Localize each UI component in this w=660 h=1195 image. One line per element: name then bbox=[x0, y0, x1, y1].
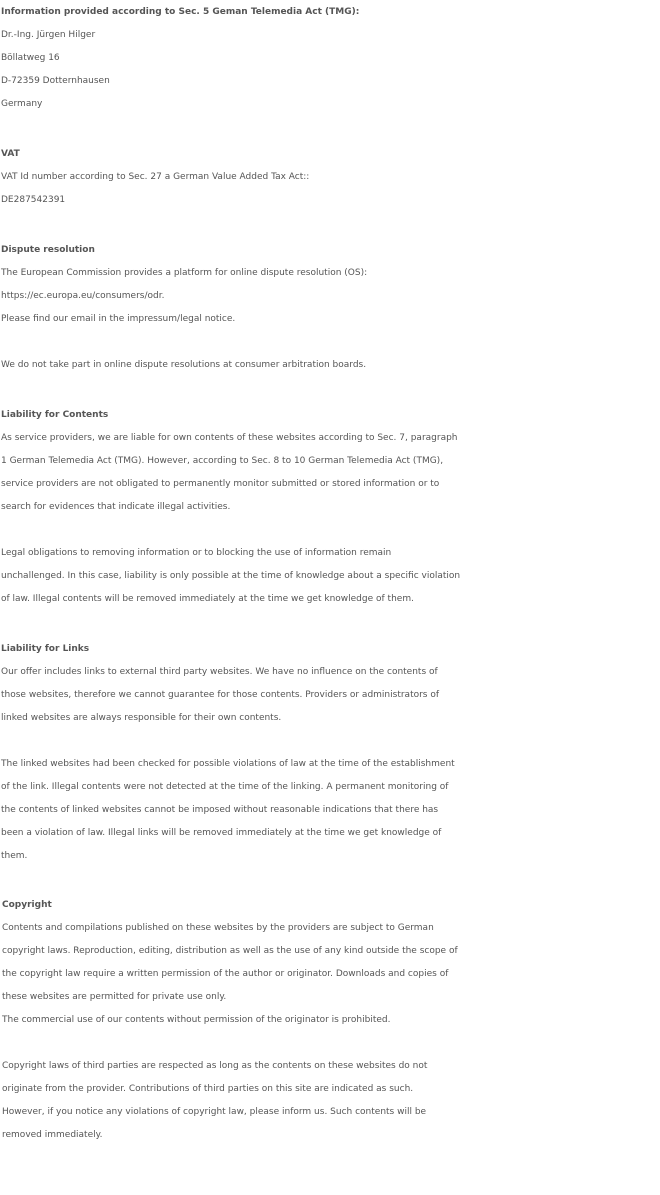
text-line: Please find our email in the impressum/legal notice. bbox=[1, 314, 236, 324]
text-line: The commercial use of our contents without permission of the originator is prohibited. bbox=[2, 1015, 391, 1025]
paragraph-gap bbox=[1, 519, 659, 542]
text-line: copyright laws. Reproduction, editing, distribution as well as the use of any kind outside the scope of bbox=[2, 946, 458, 956]
text-line: been a violation of law. Illegal links will be removed immediately at the time we get knowledge of bbox=[1, 828, 442, 838]
address-line: Dr.-Ing. Jürgen Hilger bbox=[1, 30, 96, 40]
section-copyright bbox=[2, 894, 660, 1147]
text-line: these websites are permitted for private use only. bbox=[2, 992, 227, 1002]
section-heading: Dispute resolution bbox=[1, 245, 95, 255]
address-line: D-72359 Dotternhausen bbox=[1, 76, 110, 86]
address-line: Germany bbox=[1, 99, 43, 109]
paragraph-gap bbox=[1, 331, 659, 354]
section-heading: Information provided according to Sec. 5 Geman Telemedia Act (TMG): bbox=[1, 7, 360, 17]
text-line: As service providers, we are liable for own contents of these websites according to Sec. 7, paragraph bbox=[1, 433, 458, 443]
text-line: The linked websites had been checked for possible violations of law at the time of the establishment bbox=[1, 759, 455, 769]
text-line: the copyright law require a written permission of the author or originator. Downloads and copies of bbox=[2, 969, 449, 979]
text-line: search for evidences that indicate illegal activities. bbox=[1, 502, 231, 512]
section-dispute bbox=[1, 239, 659, 377]
section-liability-links bbox=[1, 638, 659, 868]
section-heading: Liability for Contents bbox=[1, 410, 109, 420]
section-liability-contents bbox=[1, 404, 659, 611]
section-vat bbox=[1, 143, 659, 212]
text-line: Our offer includes links to external third party websites. We have no influence on the contents of bbox=[1, 667, 438, 677]
paragraph-gap bbox=[1, 730, 659, 753]
text-line: Contents and compilations published on these websites by the providers are subject to German bbox=[2, 923, 434, 933]
text-line: 1 German Telemedia Act (TMG). However, according to Sec. 8 to 10 German Telemedia Act (TMG), bbox=[1, 456, 444, 466]
text-line: However, if you notice any violations of copyright law, please inform us. Such contents will be bbox=[2, 1107, 427, 1117]
text-line: removed immediately. bbox=[2, 1130, 103, 1140]
text-line: those websites, therefore we cannot guarantee for those contents. Providers or administrators of bbox=[1, 690, 440, 700]
text-line: service providers are not obligated to permanently monitor submitted or stored information or to bbox=[1, 479, 440, 489]
text-line: linked websites are always responsible for their own contents. bbox=[1, 713, 282, 723]
text-line: of law. Illegal contents will be removed immediately at the time we get knowledge of them. bbox=[1, 594, 414, 604]
text-line: DE287542391 bbox=[1, 195, 66, 205]
text-line: unchallenged. In this case, liability is only possible at the time of knowledge about a specific violation bbox=[1, 571, 461, 581]
section-heading: Copyright bbox=[2, 900, 52, 910]
section-heading: VAT bbox=[1, 149, 20, 159]
text-line: the contents of linked websites cannot be imposed without reasonable indications that there has bbox=[1, 805, 439, 815]
section-tmg bbox=[1, 1, 659, 116]
address-line: Böllatweg 16 bbox=[1, 53, 60, 63]
text-line: We do not take part in online dispute resolutions at consumer arbitration boards. bbox=[1, 360, 367, 370]
section-heading: Liability for Links bbox=[1, 644, 90, 654]
paragraph-gap bbox=[2, 1032, 660, 1055]
text-line: The European Commission provides a platform for online dispute resolution (OS): bbox=[1, 268, 368, 278]
text-line: Legal obligations to removing information or to blocking the use of information remain bbox=[1, 548, 392, 558]
text-line: them. bbox=[1, 851, 28, 861]
text-line: originate from the provider. Contributions of third parties on this site are indicated as such. bbox=[2, 1084, 414, 1094]
text-line: Copyright laws of third parties are respected as long as the contents on these websites do not bbox=[2, 1061, 428, 1071]
text-line: of the link. Illegal contents were not detected at the time of the linking. A permanent monitoring of bbox=[1, 782, 449, 792]
text-line: https://ec.europa.eu/consumers/odr. bbox=[1, 291, 165, 301]
text-line: VAT Id number according to Sec. 27 a German Value Added Tax Act:: bbox=[1, 172, 310, 182]
